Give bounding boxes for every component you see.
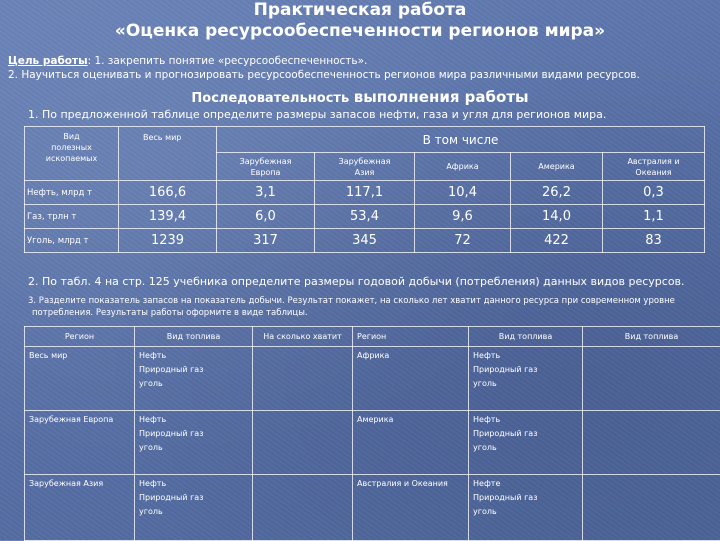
title-line-1: Практическая работа xyxy=(0,0,720,21)
header-region: Регион xyxy=(353,327,469,347)
cell-value: 3,1 xyxy=(217,181,315,205)
blank-cell xyxy=(253,411,353,475)
blank-cell xyxy=(583,475,720,541)
goal-label: Цель работы xyxy=(8,55,88,67)
cell-value: 53,4 xyxy=(315,205,415,229)
table-row xyxy=(25,475,720,541)
fuel-item: уголь xyxy=(473,377,582,391)
step-3-line-2: потребления. Результаты работы оформите в виде таблицы. xyxy=(32,307,308,319)
blank-cell xyxy=(253,475,353,541)
header-region-asia: Зарубежная Азия xyxy=(315,153,415,181)
region-cell: Африка xyxy=(353,347,469,411)
header-how-long: На сколько хватит xyxy=(253,327,353,347)
header-fuel-type: Вид топлива xyxy=(583,327,720,347)
region-cell: Зарубежная Азия xyxy=(25,475,135,541)
fuel-list xyxy=(469,411,583,475)
fuel-item: уголь xyxy=(139,505,252,519)
region-cell: Америка xyxy=(353,411,469,475)
fuel-item: Нефть xyxy=(139,413,252,427)
cell-value: 117,1 xyxy=(315,181,415,205)
sequence-part-2: выполнения работы xyxy=(354,88,529,106)
fuel-list xyxy=(469,347,583,411)
sequence-part-1: Последовательность xyxy=(191,91,349,106)
fuel-item: Природный газ xyxy=(139,491,252,505)
row-label: Газ, трлн т xyxy=(25,205,119,229)
table-row xyxy=(25,411,720,475)
table-row xyxy=(25,181,705,205)
goal-line-2: 2. Научиться оценивать и прогнозировать ресурсообеспеченность регионов мира различными видами ресурсов. xyxy=(8,68,640,82)
fuel-list xyxy=(135,475,253,541)
cell-value: 1239 xyxy=(119,229,217,253)
region-cell: Австралия и Океания xyxy=(353,475,469,541)
cell-value: 0,3 xyxy=(603,181,705,205)
reserves-table xyxy=(24,126,705,253)
fuel-item: Нефте xyxy=(473,477,582,491)
cell-value: 139,4 xyxy=(119,205,217,229)
step-2: 2. По табл. 4 на стр. 125 учебника определите размеры годовой добычи (потребления) данных видов ресурсов. xyxy=(28,275,685,288)
cell-value: 26,2 xyxy=(511,181,603,205)
header-fuel-type: Вид топлива xyxy=(135,327,253,347)
fuel-item: Природный газ xyxy=(139,427,252,441)
table-row xyxy=(25,229,705,253)
region-cell: Весь мир xyxy=(25,347,135,411)
cell-value: 1,1 xyxy=(603,205,705,229)
fuel-item: Нефть xyxy=(473,349,582,363)
header-region-europe: Зарубежная Европа xyxy=(217,153,315,181)
row-label: Нефть, млрд т xyxy=(25,181,119,205)
blank-cell xyxy=(583,347,720,411)
cell-value: 14,0 xyxy=(511,205,603,229)
cell-value: 9,6 xyxy=(415,205,511,229)
header-fuel-type: Вид топлива xyxy=(469,327,583,347)
cell-value: 6,0 xyxy=(217,205,315,229)
fuel-item: Нефть xyxy=(139,349,252,363)
fuel-item: уголь xyxy=(473,441,582,455)
fuel-list xyxy=(135,347,253,411)
header-mineral-type: Вид полезных ископаемых xyxy=(25,127,119,181)
fuel-item: Природный газ xyxy=(139,363,252,377)
header-region-oceania: Австралия и Океания xyxy=(603,153,705,181)
region-cell: Зарубежная Европа xyxy=(25,411,135,475)
fuel-item: Природный газ xyxy=(473,427,582,441)
table-row xyxy=(25,347,720,411)
fuel-item: уголь xyxy=(139,441,252,455)
row-label: Уголь, млрд т xyxy=(25,229,119,253)
step-3-line-1: 3. Разделите показатель запасов на показатель добычи. Результат покажет, на сколько лет хватит данного ресурса при современном уровне xyxy=(28,295,675,307)
cell-value: 422 xyxy=(511,229,603,253)
cell-value: 10,4 xyxy=(415,181,511,205)
cell-value: 345 xyxy=(315,229,415,253)
sequence-heading xyxy=(0,88,720,106)
title-line-2: «Оценка ресурсообеспеченности регионов мира» xyxy=(0,21,720,42)
cell-value: 72 xyxy=(415,229,511,253)
fuel-item: Нефть xyxy=(139,477,252,491)
fuel-list xyxy=(469,475,583,541)
header-region: Регион xyxy=(25,327,135,347)
cell-value: 166,6 xyxy=(119,181,217,205)
step-1: 1. По предложенной таблице определите размеры запасов нефти, газа и угля для регионов мира. xyxy=(28,108,606,121)
fuel-item: уголь xyxy=(139,377,252,391)
blank-cell xyxy=(253,347,353,411)
cell-value: 83 xyxy=(603,229,705,253)
goal-line-1 xyxy=(8,54,367,68)
header-including: В том числе xyxy=(217,127,705,153)
header-region-america: Америка xyxy=(511,153,603,181)
fuel-list xyxy=(135,411,253,475)
fuel-item: Природный газ xyxy=(473,491,582,505)
header-world: Весь мир xyxy=(119,127,217,181)
fuel-item: уголь xyxy=(473,505,582,519)
blank-cell xyxy=(583,411,720,475)
fuel-item: Природный газ xyxy=(473,363,582,377)
header-region-africa: Африка xyxy=(415,153,511,181)
fuel-item: Нефть xyxy=(473,413,582,427)
results-table xyxy=(24,326,720,541)
cell-value: 317 xyxy=(217,229,315,253)
table-row xyxy=(25,205,705,229)
goal-text-1: : 1. закрепить понятие «ресурсообеспеченность». xyxy=(88,55,368,67)
